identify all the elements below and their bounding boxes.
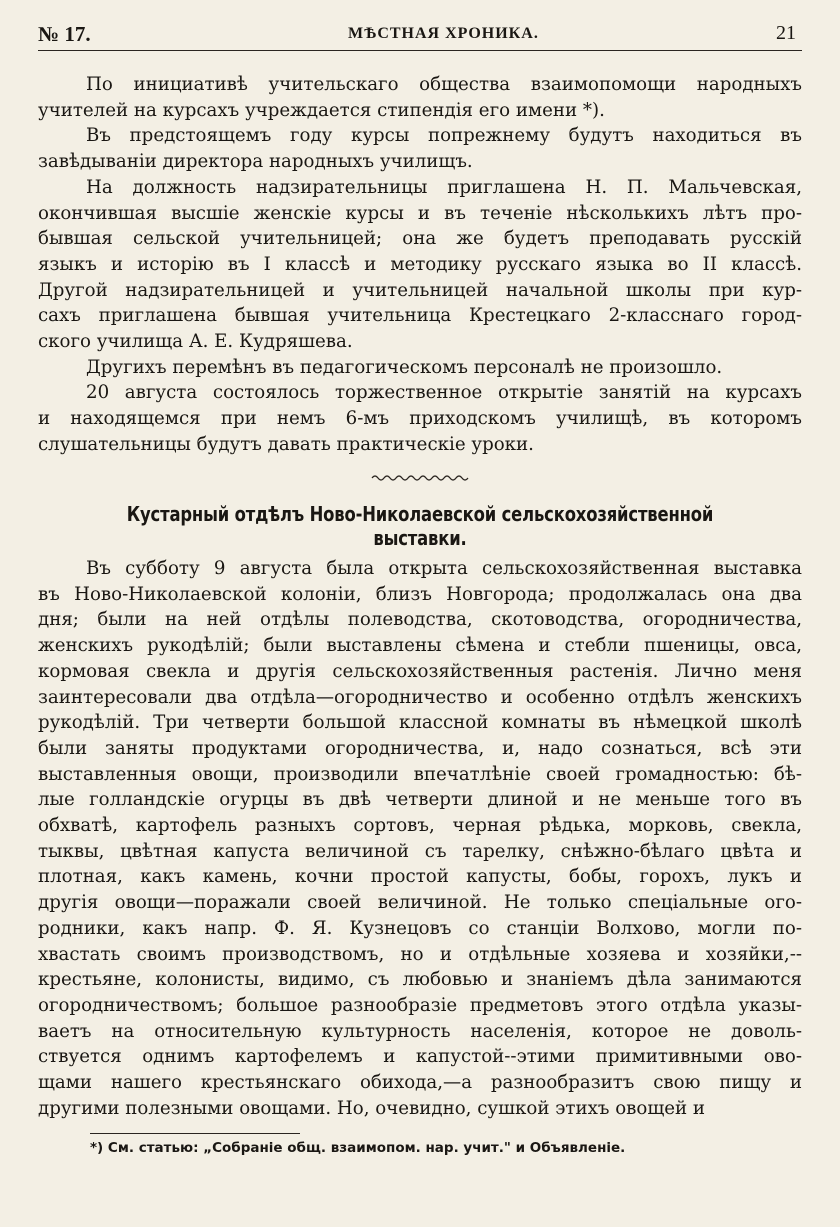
page-number: 21 bbox=[776, 22, 796, 44]
text-line: другія овощи—поражали своей величиной. Не только спеціальные ого- bbox=[38, 892, 802, 914]
text-line: тыквы, цвѣтная капуста величиной съ тарелку, снѣжно-бѣлаго цвѣта и bbox=[38, 840, 802, 862]
text-line: хвастать своимъ производствомъ, но и отдѣльные хозяева и хозяйки,-- bbox=[38, 943, 802, 965]
header-rule bbox=[38, 50, 802, 51]
text-line: плотная, какъ камень, кочни простой капусты, бобы, горохъ, лукъ и bbox=[38, 866, 802, 888]
paragraph bbox=[38, 123, 802, 174]
paragraph bbox=[38, 355, 802, 381]
text-line: Другихъ перемѣнъ въ педагогическомъ персоналѣ не произошло. bbox=[86, 356, 723, 378]
paragraph bbox=[38, 380, 802, 457]
text-line: родники, какъ напр. Ф. Я. Кузнецовъ со станціи Волхово, могли по- bbox=[38, 917, 802, 939]
text-line: женскихъ рукодѣлій; были выставлены сѣмена и стебли пшеницы, овса, bbox=[38, 635, 802, 657]
text-line: 20 августа состоялось торжественное открытіе занятій на курсахъ bbox=[86, 382, 802, 404]
issue-number: № 17. bbox=[38, 22, 91, 46]
text-line: Въ предстоящемъ году курсы попрежнему будутъ находиться въ bbox=[86, 125, 802, 147]
paragraph bbox=[38, 175, 802, 355]
text-line: учителей на курсахъ учреждается стипендія его имени *). bbox=[38, 99, 605, 121]
text-line: ского училища А. Е. Кудряшева. bbox=[38, 331, 353, 353]
text-line: сахъ приглашена бывшая учительница Крестецкаго 2-класснаго город- bbox=[38, 305, 802, 327]
text-line: ваетъ на относительную культурность населенія, которое не доволь- bbox=[38, 1020, 802, 1042]
footnote-rule bbox=[90, 1133, 300, 1134]
text-line: рукодѣлій. Три четверти большой классной комнаты въ нѣмецкой школѣ bbox=[38, 712, 802, 734]
text-line: ствуется однимъ картофелемъ и капустой--этими примитивными ово- bbox=[38, 1046, 802, 1068]
text-line: другими полезными овощами. Но, очевидно, сушкой этихъ овощей и bbox=[38, 1097, 706, 1119]
text-line: бывшая сельской учительницей; она же будетъ преподавать русскій bbox=[38, 228, 802, 250]
page-header bbox=[38, 22, 802, 52]
text-line: окончившая высшіе женскіе курсы и въ теченіе нѣсколькихъ лѣтъ про- bbox=[38, 202, 802, 224]
section-title: Кустарный отдѣлъ Ново-Николаевской сельскохозяйственной выставки. bbox=[126, 502, 714, 550]
text-line: лые голландскіе огурцы въ двѣ четверти длиной и не меньше того въ bbox=[38, 789, 802, 811]
text-line: завѣдываніи директора народныхъ училищъ. bbox=[38, 151, 473, 173]
text-line: языкъ и исторію въ I классѣ и методику русскаго языка во II классѣ. bbox=[38, 253, 802, 275]
text-line: выставленныя овощи, производили впечатлѣніе своей громадностью: бѣ- bbox=[38, 763, 802, 785]
text-line: Другой надзирательницей и учительницей начальной школы при кур- bbox=[38, 279, 802, 301]
text-line: дня; были на ней отдѣлы полеводства, скотоводства, огородничества, bbox=[38, 609, 802, 631]
text-line: обхватѣ, картофель разныхъ сортовъ, черная рѣдька, морковь, свекла, bbox=[38, 815, 802, 837]
text-line: щами нашего крестьянскаго обихода,—а разнообразитъ свою пищу и bbox=[38, 1072, 802, 1094]
running-title: МѢСТНАЯ ХРОНИКА. bbox=[348, 25, 539, 42]
paragraph bbox=[38, 72, 802, 123]
paragraph bbox=[38, 556, 802, 1121]
text-line: Въ субботу 9 августа была открыта сельскохозяйственная выставка bbox=[86, 558, 802, 579]
text-line: огородничествомъ; большое разнообразіе предметовъ этого отдѣла указы- bbox=[38, 994, 802, 1016]
text-line: По инициативѣ учительскаго общества взаимопомощи народныхъ bbox=[86, 74, 802, 95]
text-line: заинтересовали два отдѣла—огородничество и особенно отдѣлъ женскихъ bbox=[38, 686, 802, 708]
text-line: На должность надзирательницы приглашена Н. П. Мальчевская, bbox=[86, 176, 802, 198]
footnote: *) См. статью: „Собраніе общ. взаимопом. нар. учит." и Объявленіе. bbox=[90, 1140, 626, 1156]
text-line: и находящемся при немъ 6-мъ приходскомъ училищѣ, въ которомъ bbox=[38, 408, 802, 430]
text-line: въ Ново-Николаевской колоніи, близъ Новгорода; продолжалась она два bbox=[38, 583, 802, 605]
text-line: слушательницы будутъ давать практическіе уроки. bbox=[38, 433, 534, 455]
section-divider-ornament bbox=[370, 472, 470, 484]
text-line: крестьяне, колонисты, видимо, съ любовью и знаніемъ дѣла занимаются bbox=[38, 969, 802, 991]
text-line: были заняты продуктами огородничества, и, надо сознаться, всѣ эти bbox=[38, 737, 802, 759]
text-line: кормовая свекла и другія сельскохозяйственныя растенія. Лично меня bbox=[38, 660, 802, 682]
